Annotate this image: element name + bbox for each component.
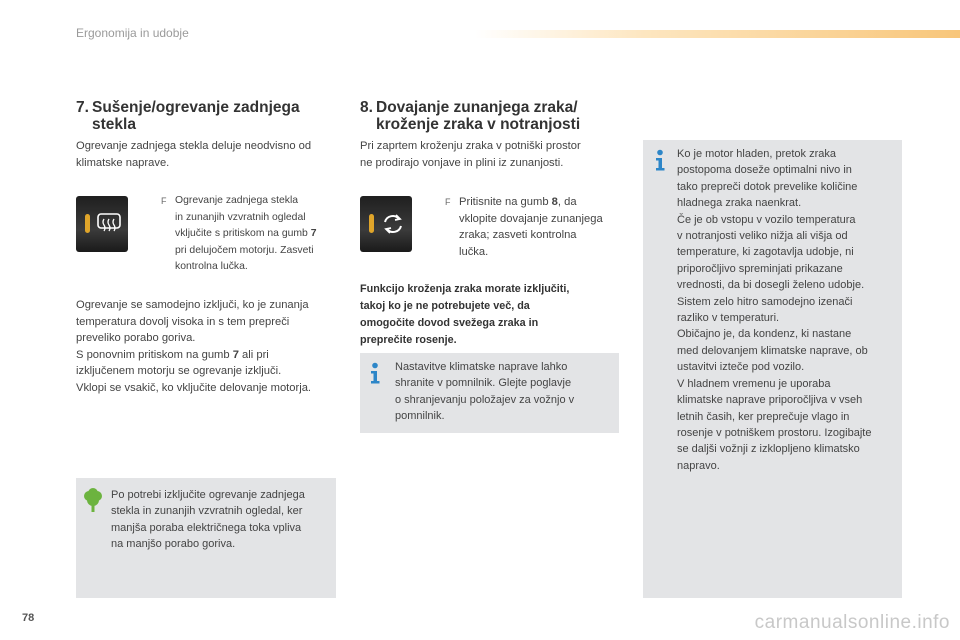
climate-info-line: priporočljivo spreminjati prikazane bbox=[677, 262, 843, 275]
section-8-title-line2: kroženje zraka v notranjosti bbox=[376, 116, 581, 133]
page-number: 78 bbox=[22, 612, 35, 624]
button-number: 8 bbox=[551, 196, 558, 208]
climate-info-line: se daljši vožnji z izklopljeno klimatsko bbox=[677, 443, 860, 456]
section-7-body-line: Vklopi se vsakič, ko vključite delovanje motorja. bbox=[76, 381, 312, 394]
section-7-number: 7. bbox=[76, 99, 89, 116]
eco-tip-text bbox=[111, 487, 333, 553]
section-8-intro bbox=[360, 138, 625, 171]
bullet-marker: F bbox=[445, 197, 451, 207]
eco-tip-box bbox=[76, 478, 336, 598]
indicator-light-icon bbox=[85, 214, 90, 233]
section-7-bullet-line: in zunanjih vzvratnih ogledal bbox=[175, 211, 306, 223]
climate-info-line: razliko v temperaturi. bbox=[677, 312, 780, 325]
section-7-body-line: Ogrevanje se samodejno izključi, ko je zunanja bbox=[76, 299, 309, 311]
eco-tip-line: manjša poraba električnega toka vpliva bbox=[111, 521, 302, 534]
climate-info-line: temperature, ki zagotavlja udobje, ni bbox=[677, 246, 854, 259]
eco-tip-line: Po potrebi izključite ogrevanje zadnjega bbox=[111, 489, 305, 501]
memory-info-line: o shranjevanju položajev za vožnjo v bbox=[395, 393, 575, 406]
memory-info-line: pomnilnik. bbox=[395, 410, 445, 423]
climate-info-line: Če je ob vstopu v vozilo temperatura bbox=[677, 213, 856, 226]
section-7-intro-line1: Ogrevanje zadnjega stekla deluje neodvisno od bbox=[76, 140, 312, 152]
air-recirculation-icon bbox=[385, 215, 401, 233]
section-8-title bbox=[360, 99, 630, 133]
memory-info-box bbox=[360, 353, 619, 433]
climate-info-line: tako prepreči dotok prevelike količine bbox=[677, 180, 858, 193]
section-8-number: 8. bbox=[360, 99, 373, 116]
climate-info-line: v notranjosti veliko nižja ali višja od bbox=[677, 230, 848, 243]
memory-info-line: Nastavitve klimatske naprave lahko bbox=[395, 361, 568, 373]
indicator-light-icon bbox=[369, 214, 374, 233]
eco-tip-line: stekla in zunanjih vzvratnih ogledal, ker bbox=[111, 505, 303, 518]
watermark: carmanualsonline.info bbox=[754, 612, 950, 633]
section-7-title bbox=[76, 99, 336, 133]
climate-info-line: klimatske naprave priporočljiva v vseh bbox=[677, 394, 863, 407]
section-7-title-line2: stekla bbox=[92, 116, 136, 133]
info-icon bbox=[653, 149, 667, 171]
section-8-bullet-line-tail: , da bbox=[557, 196, 577, 208]
climate-info-line: Ko je motor hladen, pretok zraka bbox=[677, 148, 836, 160]
climate-info-box bbox=[643, 140, 902, 598]
section-8-bullet-line: Pritisnite na gumb bbox=[459, 196, 549, 208]
header-decoration-bar bbox=[475, 30, 960, 38]
rear-window-defrost-icon bbox=[98, 214, 120, 231]
memory-info-line: shranite v pomnilnik. Glejte poglavje bbox=[395, 377, 572, 390]
section-7-body-line: preveliko porabo goriva. bbox=[76, 332, 196, 344]
section-7-bullet-line: kontrolna lučka. bbox=[175, 261, 248, 272]
section-7-body bbox=[76, 297, 346, 396]
eco-tip-line: na manjšo porabo goriva. bbox=[111, 538, 236, 551]
warning-line: takoj ko je ne potrebujete več, da bbox=[360, 300, 530, 312]
section-8-intro-line1: Pri zaprtem kroženju zraka v potniški prostor bbox=[360, 140, 581, 152]
climate-info-line: Običajno je, da kondenz, ki nastane bbox=[677, 328, 852, 341]
section-7-body-line: izključenem motorju se ogrevanje izključi. bbox=[76, 365, 282, 377]
climate-info-line: med delovanjem klimatske naprave, ob bbox=[677, 344, 868, 357]
page-header-title: Ergonomija in udobje bbox=[76, 26, 189, 40]
section-7-bullet-line: pri delujočem motorju. Zasveti bbox=[175, 244, 314, 256]
section-7-bullet bbox=[161, 193, 341, 276]
rear-defrost-button-image bbox=[76, 196, 128, 252]
bullet-marker: F bbox=[161, 196, 167, 206]
memory-info-text bbox=[395, 359, 617, 425]
section-8-warning bbox=[360, 281, 630, 349]
section-8-title-line1: Dovajanje zunanjega zraka/ bbox=[376, 99, 578, 116]
climate-info-line: vrednosti, da bi dosegli želeno udobje. bbox=[677, 279, 865, 292]
climate-info-line: hladnega zraka naenkrat. bbox=[677, 197, 802, 210]
recirculation-button-image bbox=[360, 196, 412, 252]
section-8-bullet bbox=[445, 194, 625, 260]
climate-info-text bbox=[677, 146, 901, 474]
climate-info-line: rosenje v potniškem prostoru. Izogibajte bbox=[677, 426, 872, 439]
warning-line: omogočite dovod svežega zraka in bbox=[360, 317, 539, 329]
climate-info-line: Sistem zelo hitro samodejno izenači bbox=[677, 295, 853, 308]
warning-line: preprečite rosenje. bbox=[360, 334, 457, 346]
section-8-bullet-line: vklopite dovajanje zunanjega bbox=[459, 212, 603, 225]
section-7-body-line: temperatura dovolj visoka in s tem prepreči bbox=[76, 315, 290, 328]
section-7-title-line1: Sušenje/ogrevanje zadnjega bbox=[92, 99, 300, 116]
section-8-intro-line2: ne prodirajo vonjave in plini iz zunanjosti. bbox=[360, 156, 564, 169]
climate-info-line: letnih časih, ker preprečuje vlago in bbox=[677, 410, 850, 423]
eco-tree-icon bbox=[82, 488, 104, 514]
section-7-body-line-tail: ali pri bbox=[242, 348, 269, 361]
climate-info-line: postopoma doseže optimalni nivo in bbox=[677, 164, 852, 177]
section-7-bullet-line: vključite s pritiskom na gumb bbox=[175, 228, 308, 239]
warning-line: Funkcijo kroženja zraka morate izključiti, bbox=[360, 283, 570, 295]
info-icon bbox=[368, 362, 382, 384]
climate-info-line: ustavitvi izteče pod vozilo. bbox=[677, 361, 805, 374]
section-8-bullet-line: lučka. bbox=[459, 245, 489, 258]
section-7-bullet-line: Ogrevanje zadnjega stekla bbox=[175, 195, 299, 206]
section-7-intro bbox=[76, 138, 341, 171]
section-8-bullet-line: zraka; zasveti kontrolna bbox=[459, 229, 577, 241]
climate-info-line: napravo. bbox=[677, 459, 720, 472]
button-number: 7 bbox=[310, 228, 317, 239]
climate-info-line: V hladnem vremenu je uporaba bbox=[677, 377, 831, 390]
section-7-intro-line2: klimatske naprave. bbox=[76, 156, 170, 169]
section-7-body-line: S ponovnim pritiskom na gumb bbox=[76, 348, 230, 361]
button-number: 7 bbox=[232, 348, 239, 361]
